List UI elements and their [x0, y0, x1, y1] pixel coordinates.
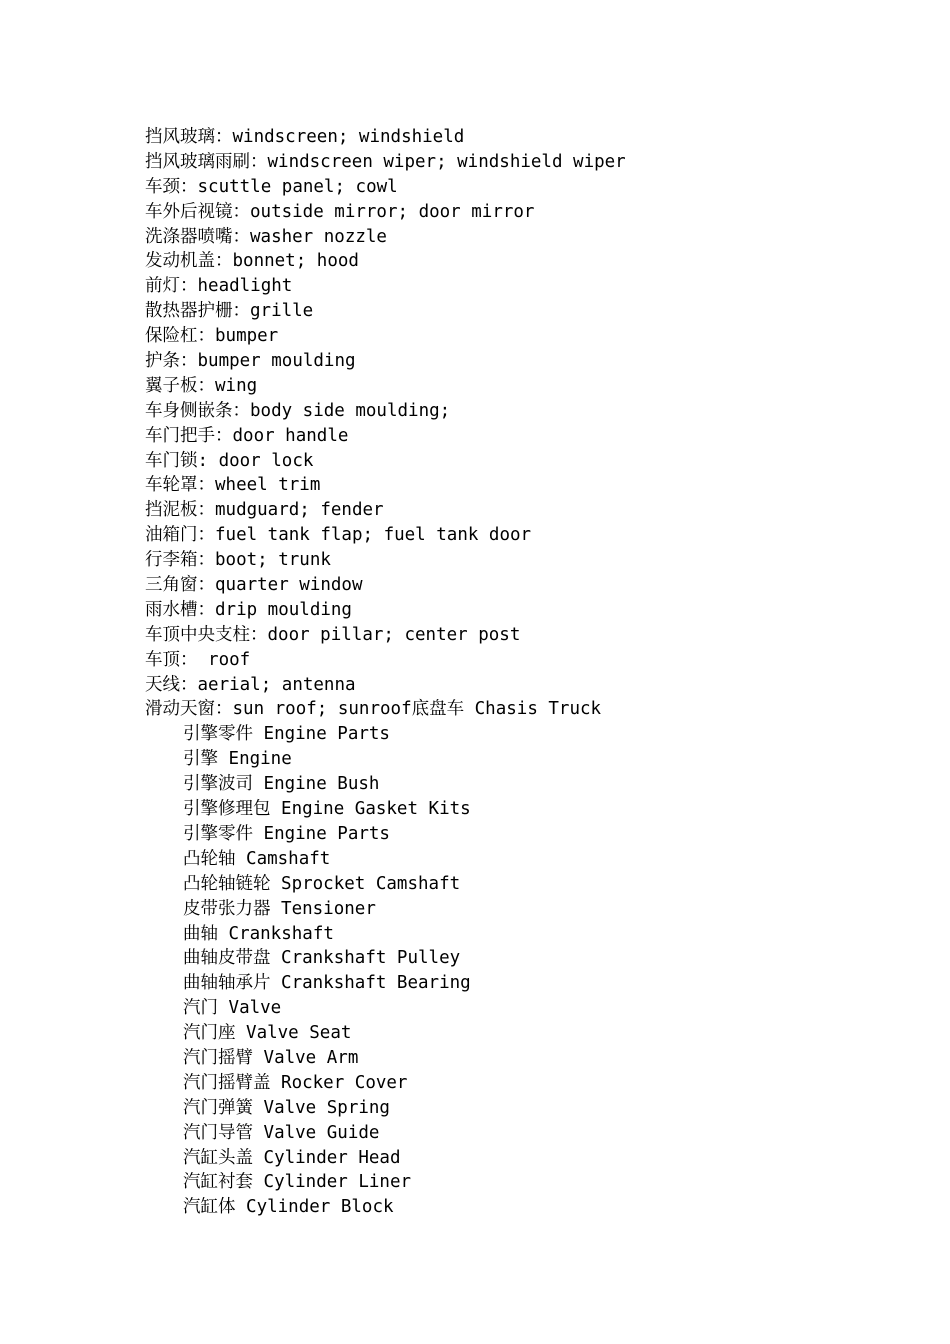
text-line: 车顶中央支柱：door pillar; center post [145, 624, 521, 645]
text-line: 发动机盖：bonnet; hood [145, 251, 359, 272]
indented-text-line: 汽门弹簧 Valve Spring [183, 1097, 390, 1118]
text-line: 挡风玻璃雨刷：windscreen wiper; windshield wiper [145, 151, 626, 172]
indented-text-line: 汽门座 Valve Seat [183, 1023, 352, 1044]
indented-text-line: 引擎零件 Engine Parts [183, 724, 390, 745]
text-line: 滑动天窗：sun roof; sunroof底盘车 Chasis Truck [145, 699, 602, 720]
indented-text-line: 曲轴轴承片 Crankshaft Bearing [183, 973, 471, 994]
text-line: 前灯：headlight [145, 276, 293, 297]
document-body [145, 125, 905, 1220]
text-line: 车轮罩：wheel trim [145, 475, 321, 496]
indented-text-line: 引擎波司 Engine Bush [183, 774, 380, 795]
text-line: 车顶： roof [145, 649, 251, 670]
text-line: 车身侧嵌条：body side moulding; [145, 400, 451, 421]
indented-text-line: 凸轮轴链轮 Sprocket Camshaft [183, 873, 461, 894]
text-line: 车外后视镜：outside mirror; door mirror [145, 201, 535, 222]
text-line: 保险杠：bumper [145, 326, 279, 347]
text-line: 散热器护栅：grille [145, 301, 314, 322]
indented-text-line: 皮带张力器 Tensioner [183, 898, 376, 919]
indented-text-line: 汽门 Valve [183, 998, 282, 1019]
text-line: 行李箱：boot; trunk [145, 550, 331, 571]
indented-text-line: 汽门摇臂盖 Rocker Cover [183, 1072, 408, 1093]
text-line: 天线：aerial; antenna [145, 674, 356, 695]
text-line: 车门锁: door lock [145, 450, 314, 471]
indented-text-line: 汽缸体 Cylinder Block [183, 1197, 394, 1218]
text-line: 雨水槽：drip moulding [145, 599, 352, 620]
text-line: 洗涤器喷嘴：washer nozzle [145, 226, 387, 247]
text-line: 三角窗：quarter window [145, 575, 363, 596]
text-line: 油箱门：fuel tank flap; fuel tank door [145, 525, 532, 546]
text-line: 挡风玻璃：windscreen; windshield [145, 127, 465, 147]
text-line: 翼子板：wing [145, 375, 258, 396]
indented-text-line: 引擎修理包 Engine Gasket Kits [183, 799, 471, 820]
indented-text-line: 曲轴皮带盘 Crankshaft Pulley [183, 948, 461, 969]
text-line: 车颈：scuttle panel; cowl [145, 176, 398, 197]
text-line: 车门把手：door handle [145, 425, 349, 446]
indented-text-line: 汽门导管 Valve Guide [183, 1122, 380, 1143]
indented-text-line: 引擎 Engine [183, 749, 292, 770]
indented-text-line: 汽缸头盖 Cylinder Head [183, 1147, 401, 1168]
indented-text-line: 曲轴 Crankshaft [183, 923, 334, 944]
text-line: 挡泥板：mudguard; fender [145, 500, 384, 521]
text-line: 护条：bumper moulding [145, 351, 356, 372]
indented-text-line: 凸轮轴 Camshaft [183, 848, 331, 869]
indented-text-line: 汽缸衬套 Cylinder Liner [183, 1172, 412, 1193]
indented-text-line: 汽门摇臂 Valve Arm [183, 1047, 359, 1068]
indented-text-line: 引擎零件 Engine Parts [183, 823, 390, 844]
